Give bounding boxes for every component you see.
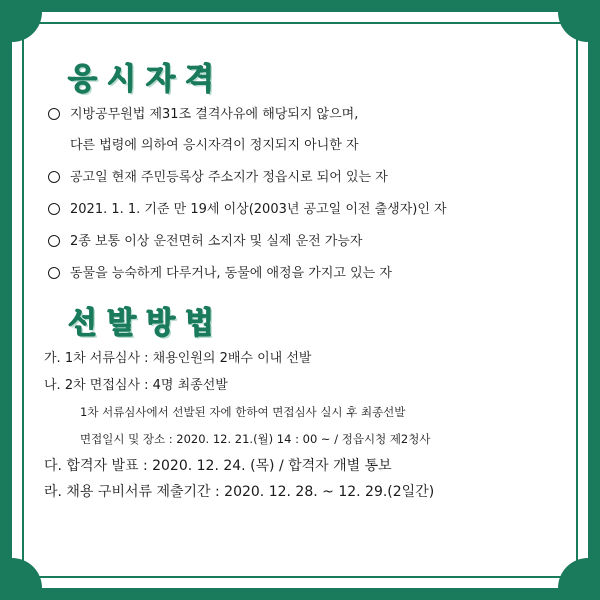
selection-method-title: 선발방법 — [68, 306, 224, 341]
qualifications-list — [44, 106, 564, 282]
circle-bullet-icon — [48, 235, 60, 247]
circle-bullet-icon — [48, 171, 60, 183]
method-documents-period: 라. 채용 구비서류 제출기간 : 2020. 12. 28. ~ 12. 29.(2일간) — [44, 484, 435, 500]
circle-bullet-icon — [48, 267, 60, 279]
qualification-text: 다른 법령에 의하여 응시자격이 정지되지 아니한 자 — [70, 138, 359, 153]
method-interview: 나. 2차 면접심사 : 4명 최종선발 — [44, 378, 228, 393]
circle-bullet-icon — [48, 203, 60, 215]
method-document-review: 가. 1차 서류심사 : 채용인원의 2배수 이내 선발 — [44, 351, 312, 366]
method-interview-detail: 1차 서류심사에서 선발된 자에 한하여 면접심사 실시 후 최종선발 — [80, 405, 406, 419]
list-item — [44, 169, 564, 186]
qualifications-title: 응시자격 — [68, 62, 224, 97]
notice-content — [44, 60, 564, 510]
qualification-text: 2021. 1. 1. 기준 만 19세 이상(2003년 공고일 이전 출생자)인 자 — [70, 202, 447, 217]
list-item — [44, 201, 564, 218]
qualification-text: 2종 보통 이상 운전면허 소지자 및 실제 운전 가능자 — [70, 234, 363, 249]
qualification-text: 지방공무원법 제31조 결격사유에 해당되지 않으며, — [70, 107, 359, 122]
list-item — [44, 265, 564, 282]
qualification-text: 공고일 현재 주민등록상 주소지가 정읍시로 되어 있는 자 — [70, 170, 388, 185]
method-announcement: 다. 합격자 발표 : 2020. 12. 24. (목) / 합격자 개별 통보 — [44, 458, 392, 474]
qualification-text: 동물을 능숙하게 다루거나, 동물에 애정을 가지고 있는 자 — [70, 266, 392, 281]
method-interview-schedule: 면접일시 및 장소 : 2020. 12. 21.(월) 14 : 00 ~ / 정읍시청 제2청사 — [80, 432, 431, 446]
circle-bullet-icon — [48, 108, 60, 120]
list-item — [44, 233, 564, 250]
list-item — [44, 106, 564, 154]
